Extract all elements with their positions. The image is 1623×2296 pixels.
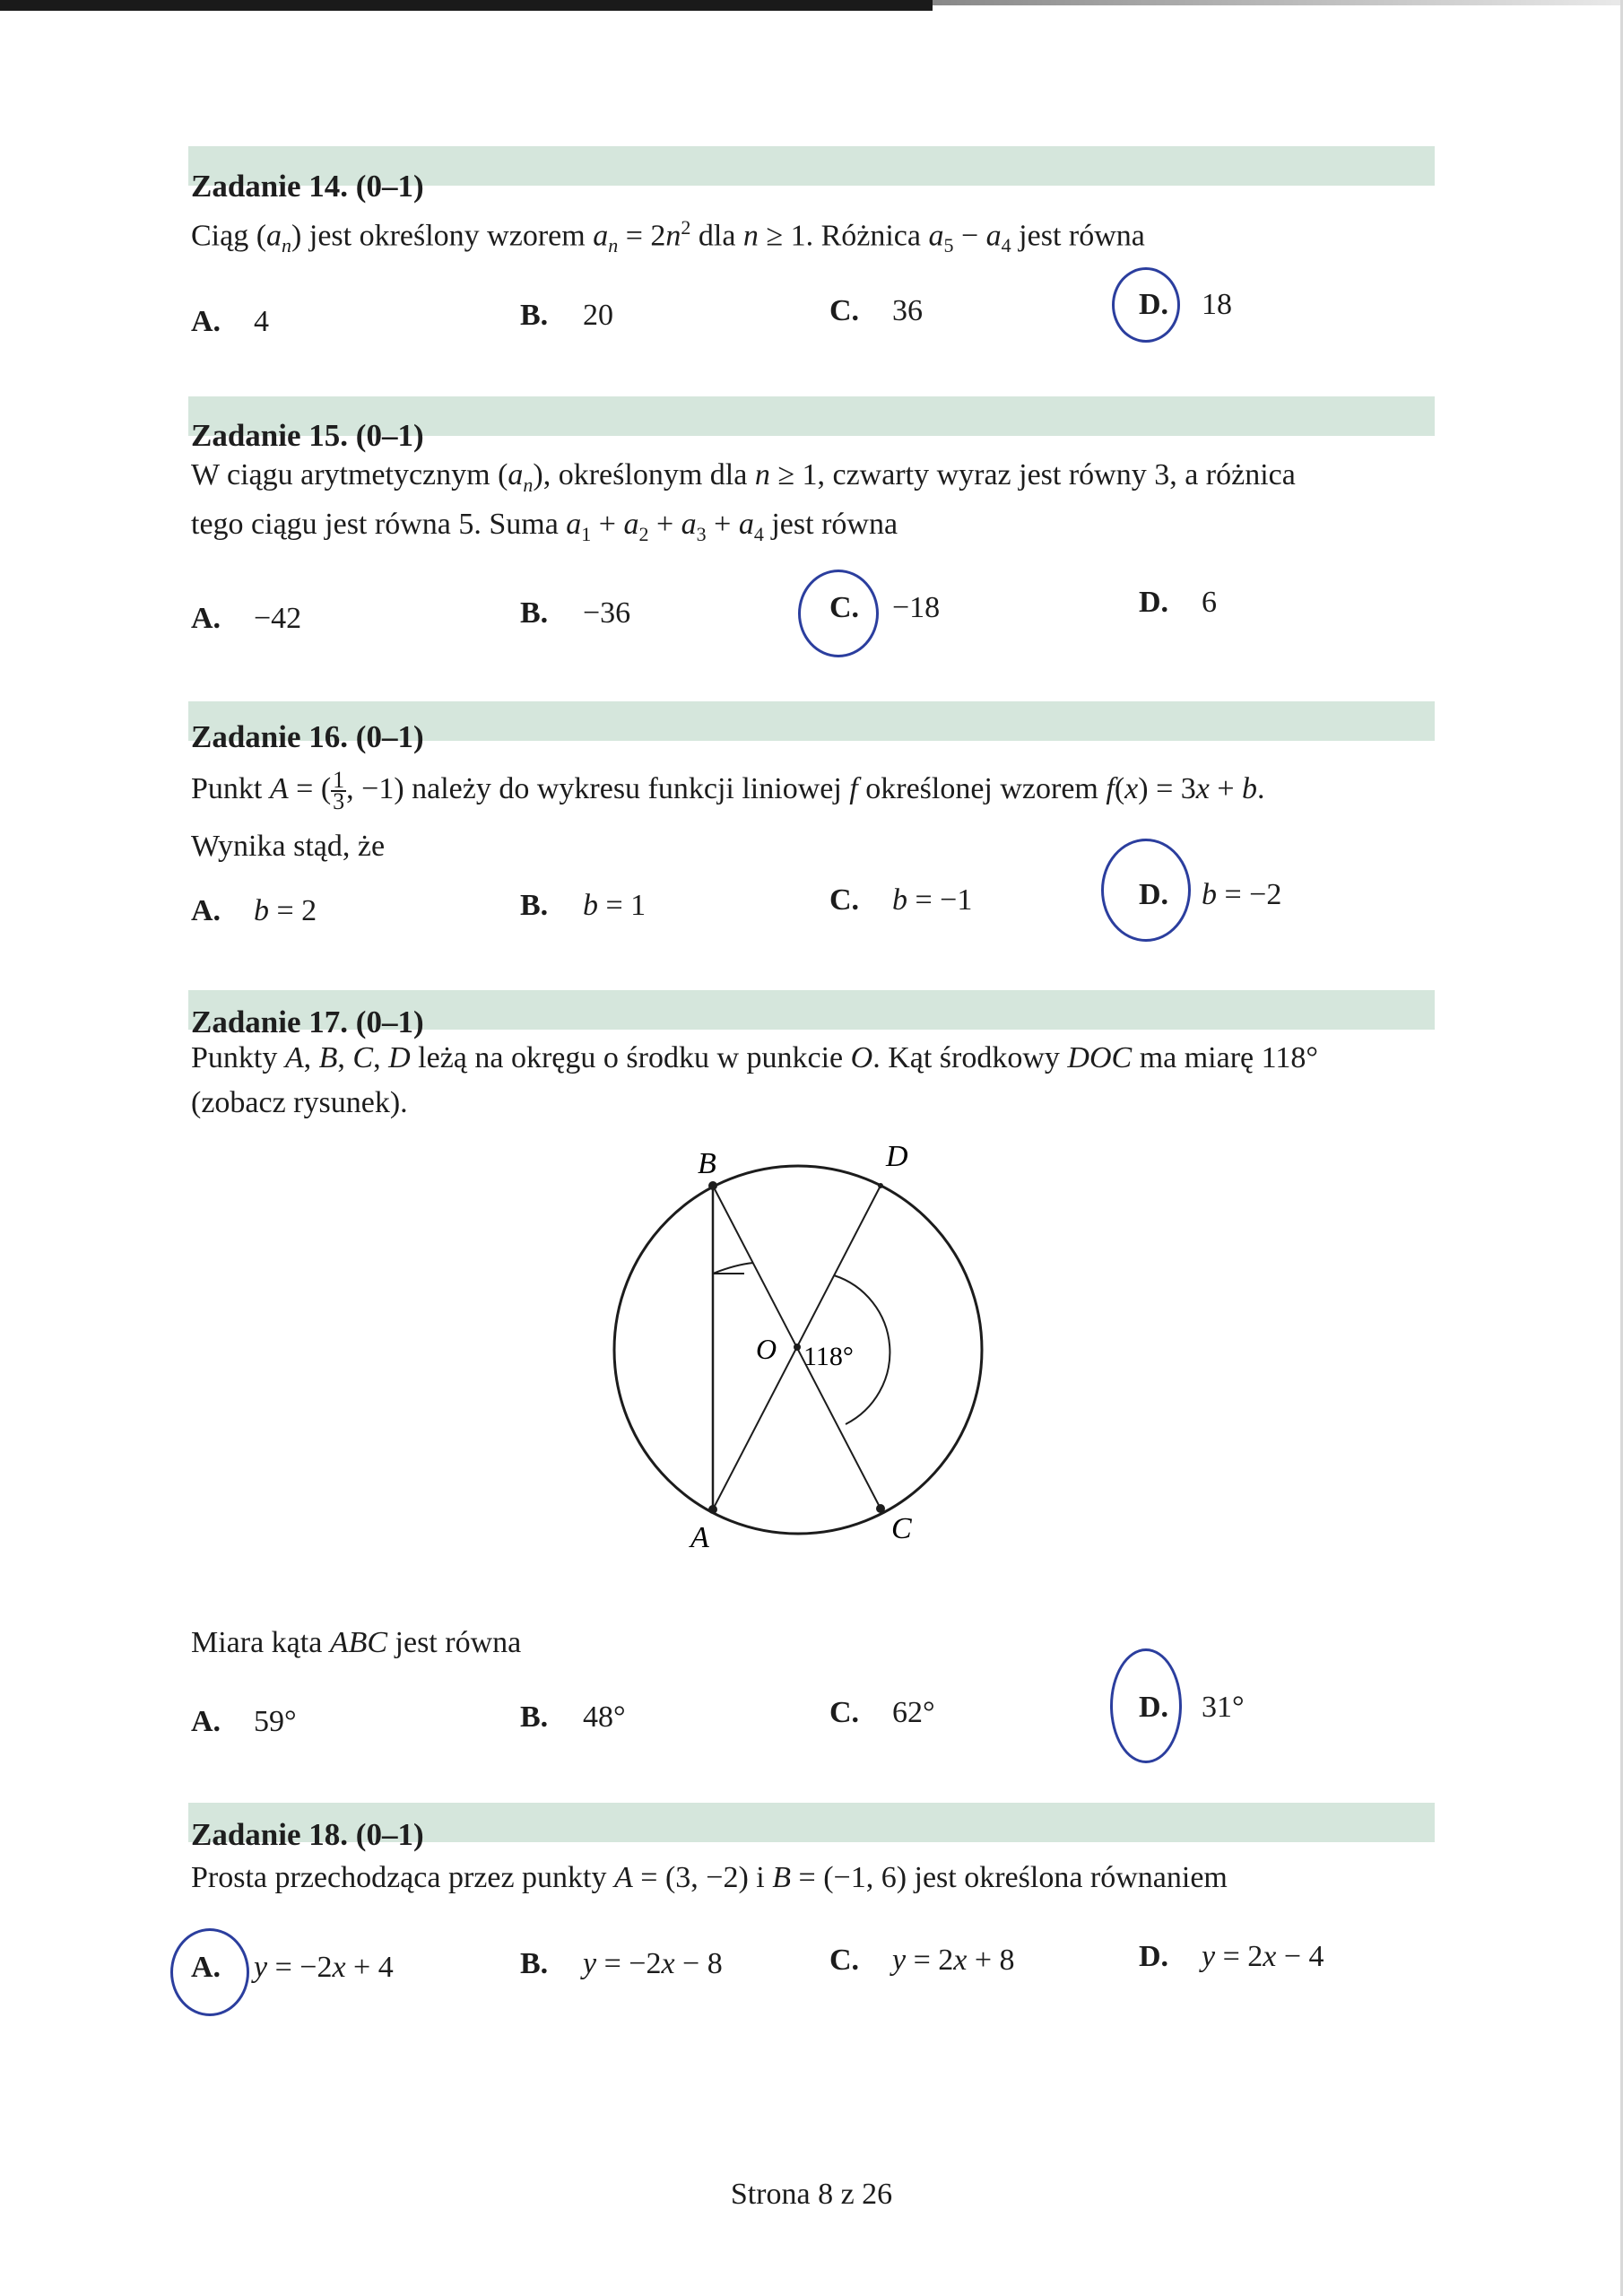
option-d[interactable]: [1139, 583, 1217, 622]
scan-edge-shadow: [0, 0, 933, 11]
circle-figure: [592, 1130, 1022, 1570]
option-value: y = 2x + 8: [892, 1944, 1015, 1977]
angle-arc-b: [713, 1263, 753, 1274]
task-question: Miara kąta ABC jest równa: [191, 1626, 522, 1659]
scan-edge-fade: [933, 0, 1623, 5]
answer-circle-mark: [1101, 839, 1191, 942]
label-angle: 118°: [803, 1342, 854, 1371]
option-letter: C.: [829, 591, 860, 624]
option-value: b = 1: [583, 889, 647, 922]
option-value: 18: [1202, 288, 1232, 321]
fraction: $\frac{1}{3}$: [333, 767, 345, 815]
label-a: A: [690, 1521, 709, 1554]
point-a: [708, 1505, 717, 1514]
option-c[interactable]: [829, 291, 923, 331]
option-letter: D.: [1139, 586, 1169, 619]
label-o: O: [756, 1333, 777, 1365]
task-text-line-2: Wynika stąd, że: [191, 830, 386, 863]
option-value: 48°: [583, 1700, 626, 1734]
option-value: 6: [1202, 586, 1217, 619]
option-value: 62°: [892, 1696, 935, 1729]
option-letter: D.: [1139, 1940, 1169, 1973]
option-letter: C.: [829, 883, 860, 917]
option-value: 4: [254, 305, 269, 338]
option-letter: D.: [1139, 288, 1169, 321]
option-b[interactable]: [520, 1944, 723, 1984]
option-b[interactable]: [520, 296, 613, 335]
answer-circle-mark: [170, 1928, 249, 2016]
option-a[interactable]: [191, 599, 301, 639]
option-letter: D.: [1139, 1691, 1169, 1724]
task-header: Zadanie 15. (0–1): [191, 418, 424, 453]
option-value: y = −2x − 8: [583, 1947, 723, 1980]
answer-circle-mark: [798, 570, 879, 657]
option-letter: B.: [520, 889, 549, 922]
option-value: 59°: [254, 1705, 297, 1738]
option-value: 20: [583, 299, 613, 332]
option-b[interactable]: [520, 886, 646, 926]
option-a[interactable]: [191, 1702, 297, 1742]
option-letter: C.: [829, 1696, 860, 1729]
option-letter: B.: [520, 596, 549, 630]
option-letter: C.: [829, 294, 860, 327]
page-footer: Strona 8 z 26: [730, 2178, 893, 2211]
option-letter: A.: [191, 305, 221, 338]
option-letter: C.: [829, 1944, 860, 1977]
task-text-line-1: Punkt A = ( $\frac{1}{3}$ , −1) należy do wykresu funkcji liniowej f określonej wzorem f(x) = 3x + b.: [191, 767, 1265, 815]
option-c[interactable]: [829, 1941, 1015, 1980]
option-b[interactable]: [520, 1698, 626, 1737]
task-text-line-1: Punkty A, B, C, D leżą na okręgu o środku w punkcie O. Kąt środkowy DOC ma miarę 118°: [191, 1041, 1318, 1074]
option-b[interactable]: [520, 594, 630, 633]
point-c: [876, 1504, 885, 1513]
point-d: [878, 1183, 883, 1188]
option-c[interactable]: [829, 1693, 935, 1733]
task-text-line-2: tego ciągu jest równa 5. Suma $a_1 + a_2 + a_3 + a_4$ jest równa: [191, 508, 898, 545]
point-o: [794, 1344, 801, 1351]
option-letter: A.: [191, 894, 221, 927]
task-text-line-2: (zobacz rysunek).: [191, 1086, 408, 1119]
option-value: −18: [892, 591, 941, 624]
option-letter: B.: [520, 299, 549, 332]
option-value: 36: [892, 294, 923, 327]
answer-circle-mark: [1112, 267, 1180, 343]
label-d: D: [886, 1140, 908, 1173]
option-letter: B.: [520, 1947, 549, 1980]
option-letter: A.: [191, 1951, 221, 1984]
option-value: b = 2: [254, 894, 317, 927]
option-value: b = −2: [1202, 878, 1282, 911]
task-header: Zadanie 18. (0–1): [191, 1817, 424, 1852]
task-text: Prosta przechodząca przez punkty A = (3, −2) i B = (−1, 6) jest określona równaniem: [191, 1861, 1228, 1894]
option-value: −36: [583, 596, 631, 630]
answer-circle-mark: [1110, 1648, 1182, 1763]
option-value: y = −2x + 4: [254, 1951, 394, 1984]
task-header: Zadanie 14. (0–1): [191, 169, 424, 204]
option-letter: A.: [191, 602, 221, 635]
task-text-line-1: W ciągu arytmetycznym $(a_n)$, określonym dla n ≥ 1, czwarty wyraz jest równy 3, a różnica: [191, 458, 1296, 496]
option-d[interactable]: [1139, 1937, 1324, 1977]
option-letter: D.: [1139, 878, 1169, 911]
label-c: C: [891, 1512, 912, 1545]
option-value: 31°: [1202, 1691, 1245, 1724]
option-letter: B.: [520, 1700, 549, 1734]
option-value: −42: [254, 602, 302, 635]
option-value: b = −1: [892, 883, 973, 917]
point-b: [708, 1181, 717, 1190]
option-a[interactable]: [191, 891, 317, 931]
task-text: Ciąg $(a_n)$ jest określony wzorem $a_n = 2n^2$ dla n ≥ 1. Różnica $a_5 - a_4$ jest równa: [191, 216, 1145, 257]
task-header: Zadanie 17. (0–1): [191, 1004, 424, 1039]
option-c[interactable]: [829, 881, 972, 920]
option-letter: A.: [191, 1705, 221, 1738]
option-value: y = 2x − 4: [1202, 1940, 1324, 1973]
label-b: B: [698, 1147, 716, 1180]
option-a[interactable]: [191, 302, 269, 342]
task-header: Zadanie 16. (0–1): [191, 719, 424, 754]
